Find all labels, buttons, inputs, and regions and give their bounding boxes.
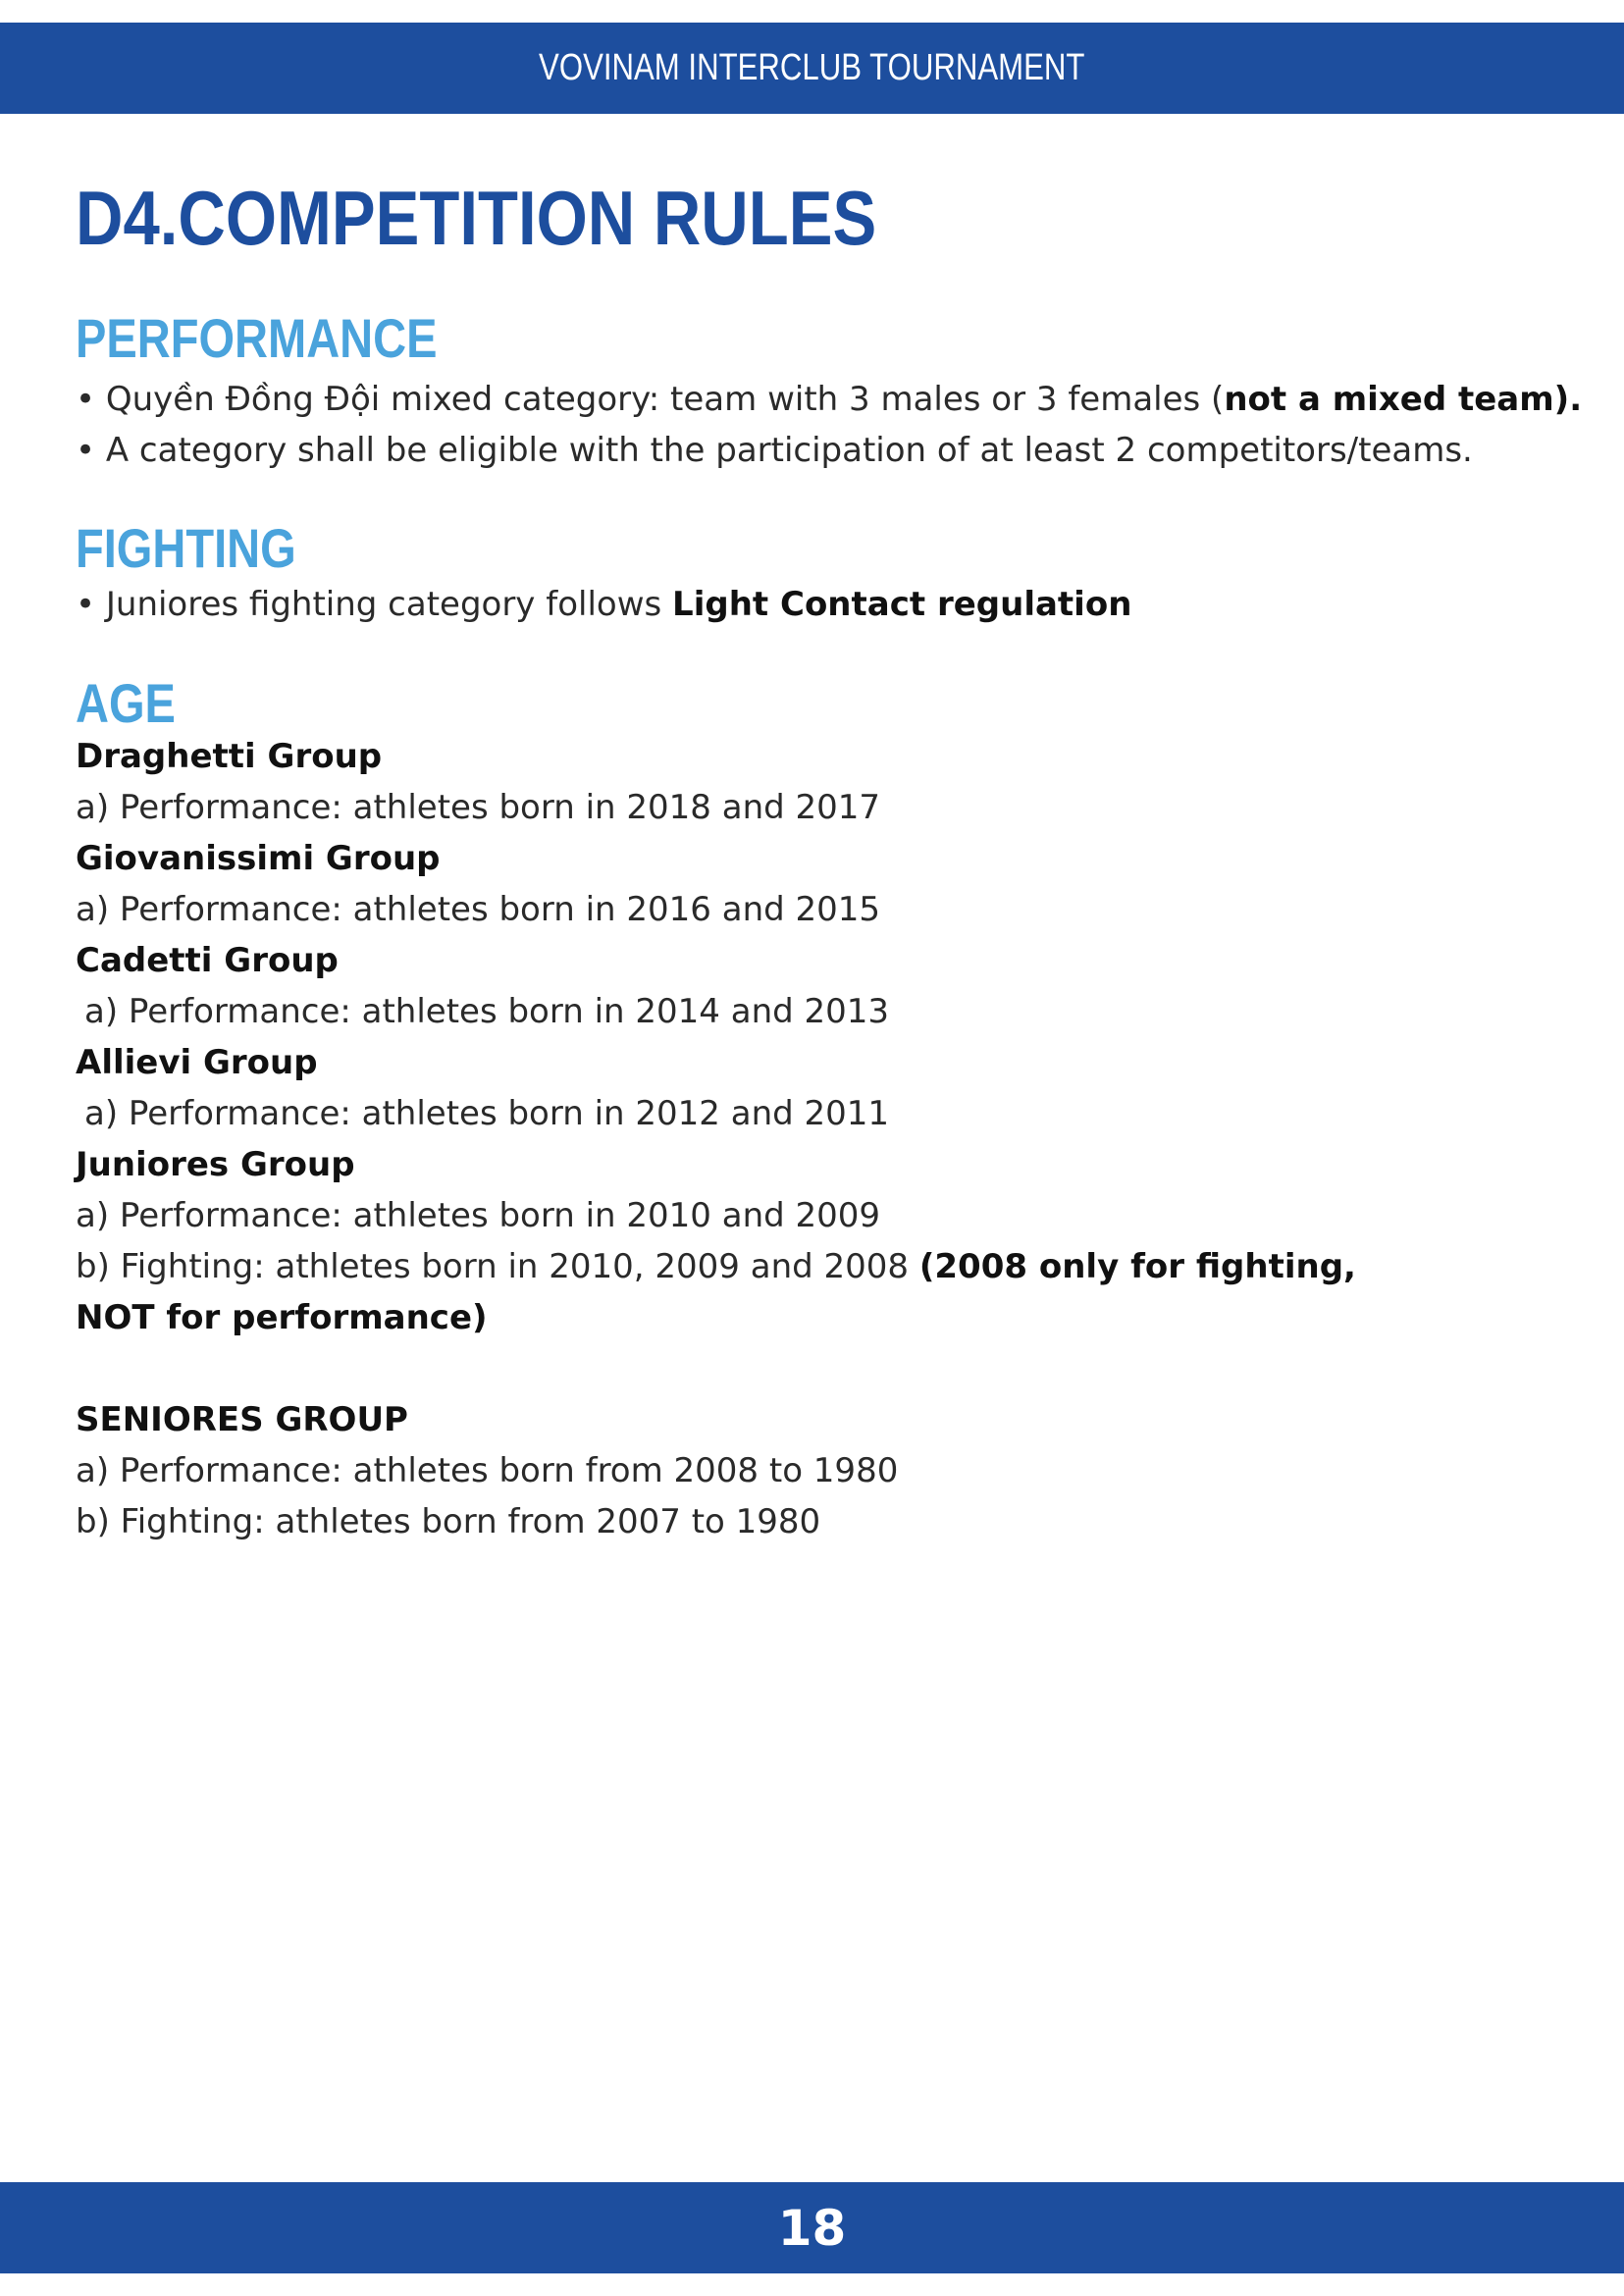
fighting-bullet-1-text: • Juniores fighting category follows (76, 585, 673, 624)
juniores-fighting (76, 1241, 1356, 1292)
draghetti-group-title: Draghetti Group (76, 737, 383, 776)
giovanissimi-group-title: Giovanissimi Group (76, 839, 441, 878)
seniores-performance: a) Performance: athletes born from 2008 to 1980 (76, 1451, 899, 1490)
performance-bullet-2 (76, 425, 1473, 476)
performance-bullet-1-bold: not a mixed team). (1224, 380, 1583, 419)
juniores-group-title: Juniores Group (76, 1145, 355, 1184)
juniores-fighting-note: (2008 only for fighting, (918, 1247, 1356, 1286)
draghetti-performance: a) Performance: athletes born in 2018 and 2017 (76, 788, 881, 827)
fighting-bullet-1-bold: Light Contact regulation (672, 585, 1132, 624)
seniores-group-title: SENIORES GROUP (76, 1400, 408, 1439)
performance-bullet-1 (76, 374, 1582, 425)
juniores-fighting-text: b) Fighting: athletes born in 2010, 2009 and 2008 (76, 1247, 919, 1286)
allievi-performance: a) Performance: athletes born in 2012 and 2011 (84, 1094, 890, 1133)
page-title: D4.COMPETITION RULES (76, 175, 877, 261)
performance-bullet-1-text: • Quyền Đồng Đội mixed category: team with 3 males or 3 females ( (76, 380, 1225, 419)
seniores-fighting: b) Fighting: athletes born from 2007 to 1980 (76, 1502, 821, 1541)
giovanissimi-performance: a) Performance: athletes born in 2016 and 2015 (76, 890, 881, 929)
performance-bullet-2-text: • A category shall be eligible with the participation of at least 2 competitors/teams. (76, 431, 1473, 470)
cadetti-group-title: Cadetti Group (76, 941, 339, 980)
page-number: 18 (777, 2199, 847, 2257)
cadetti-performance: a) Performance: athletes born in 2014 and 2013 (84, 992, 890, 1031)
header-bar (0, 23, 1624, 114)
age-heading: AGE (76, 672, 176, 734)
allievi-group-title: Allievi Group (76, 1043, 318, 1082)
fighting-bullet-1 (76, 579, 1131, 630)
header-title: VOVINAM INTERCLUB TOURNAMENT (539, 47, 1085, 88)
juniores-performance: a) Performance: athletes born in 2010 and 2009 (76, 1196, 881, 1235)
performance-heading: PERFORMANCE (76, 307, 438, 369)
juniores-fighting-note-cont: NOT for performance) (76, 1298, 488, 1337)
footer-bar (0, 2182, 1624, 2273)
fighting-heading: FIGHTING (76, 517, 296, 579)
